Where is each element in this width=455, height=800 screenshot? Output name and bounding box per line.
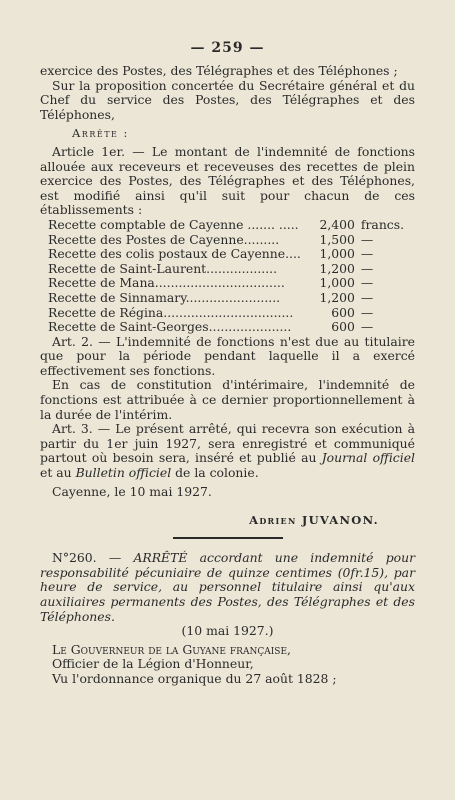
arrete-title: — ARRÊTÉ accordant une indemnité pour responsabilité pécuniaire de quinze centimes (0fr.15), par heure de service, au personnel titulaire ainsi qu'aux auxiliaires permanents des Postes, des Télégraphes et des Téléphones. bbox=[40, 550, 415, 624]
article-2: Art. 2. — L'indemnité de fonctions n'est due au titulaire que pour la période pendant laquelle il a exercé effectivement ses fonctions. bbox=[40, 333, 415, 378]
rate-unit: francs. bbox=[360, 216, 405, 232]
rate-label: Recette comptable de Cayenne ....... ..... bbox=[48, 216, 299, 232]
rate-label: Recette de Saint-Georges..................... bbox=[48, 319, 292, 335]
arrete-label: Arrête : bbox=[72, 126, 129, 141]
journal-officiel: Journal officiel bbox=[321, 450, 415, 466]
rates-table bbox=[48, 218, 418, 335]
proposal-paragraph: Sur la proposition concertée du Secrétaire général et du Chef du service des Postes, des Télégraphes et des Téléphones, bbox=[40, 77, 415, 122]
article-3-text-a: Art. 3. — Le présent arrêté, qui recevra son exécution à partir du 1er juin 1927, sera enregistré et communiqué partout où besoin sera, inséré et publié au bbox=[40, 421, 415, 466]
rate-amount: 1,000 bbox=[319, 275, 355, 291]
rate-unit: — bbox=[360, 304, 374, 320]
rate-unit: — bbox=[360, 231, 374, 247]
rate-row bbox=[48, 291, 418, 306]
rate-amount: 1,200 bbox=[319, 260, 355, 276]
rate-amount: 1,000 bbox=[319, 246, 355, 262]
rate-amount: 600 bbox=[331, 304, 355, 320]
rate-unit: — bbox=[360, 289, 374, 305]
page-number: — 259 — bbox=[190, 40, 265, 56]
rate-label: Recette de Saint-Laurent.................. bbox=[48, 260, 278, 276]
rate-amount: 600 bbox=[331, 319, 355, 335]
rate-unit: — bbox=[360, 246, 374, 262]
rate-row bbox=[48, 233, 418, 248]
signing-date: Cayenne, le 10 mai 1927. bbox=[52, 483, 212, 499]
rate-unit: — bbox=[360, 260, 374, 276]
rate-amount: 1,200 bbox=[319, 289, 355, 305]
rate-row bbox=[48, 320, 418, 335]
rate-label: Recette des colis postaux de Cayenne.... bbox=[48, 246, 301, 262]
rate-row bbox=[48, 306, 418, 321]
rate-label: Recette de Mana................................. bbox=[48, 275, 285, 291]
rate-amount: 2,400 bbox=[319, 216, 355, 232]
rate-row bbox=[48, 276, 418, 291]
signature: Adrien JUVANON. bbox=[249, 513, 379, 528]
rate-label: Recette des Postes de Cayenne......... bbox=[48, 231, 280, 247]
governor-title: Le Gouverneur de la Guyane française, bbox=[52, 641, 291, 657]
rate-unit: — bbox=[360, 275, 374, 291]
article-1: Article 1er. — Le montant de l'indemnité de fonctions allouée aux receveurs et receveuses des recettes de plein exercice des Postes, des Télégraphes et des Téléphones, est modifié ainsi qu'il suit pour chacun de ces établissements : bbox=[40, 143, 415, 218]
continuation-line: exercice des Postes, des Télégraphes et des Téléphones ; bbox=[40, 63, 398, 78]
rate-label: Recette de Régina................................. bbox=[48, 304, 294, 320]
bulletin-officiel: Bulletin officiel bbox=[75, 465, 172, 481]
next-arrete-date: (10 mai 1927.) bbox=[181, 623, 274, 639]
rate-label: Recette de Sinnamary........................ bbox=[48, 289, 281, 305]
section-divider bbox=[173, 537, 283, 539]
article-3-text-c: de la colonie. bbox=[171, 465, 259, 481]
article-3 bbox=[40, 422, 415, 480]
arrete-number: N°260. bbox=[52, 550, 97, 566]
article-3-text-b: et au bbox=[40, 465, 76, 481]
ordonnance-line: Vu l'ordonnance organique du 27 août 1828 ; bbox=[52, 670, 337, 686]
interim-paragraph: En cas de constitution d'intérimaire, l'indemnité de fonctions est attribuée à ce dernier proportionnellement à la durée de l'intérim. bbox=[40, 377, 415, 422]
rate-row bbox=[48, 218, 418, 233]
rate-row bbox=[48, 247, 418, 262]
governor-rank: Officier de la Légion d'Honneur, bbox=[52, 656, 254, 672]
rate-amount: 1,500 bbox=[319, 231, 355, 247]
rate-row bbox=[48, 262, 418, 277]
rate-unit: — bbox=[360, 319, 374, 335]
next-arrete-heading bbox=[40, 551, 415, 624]
